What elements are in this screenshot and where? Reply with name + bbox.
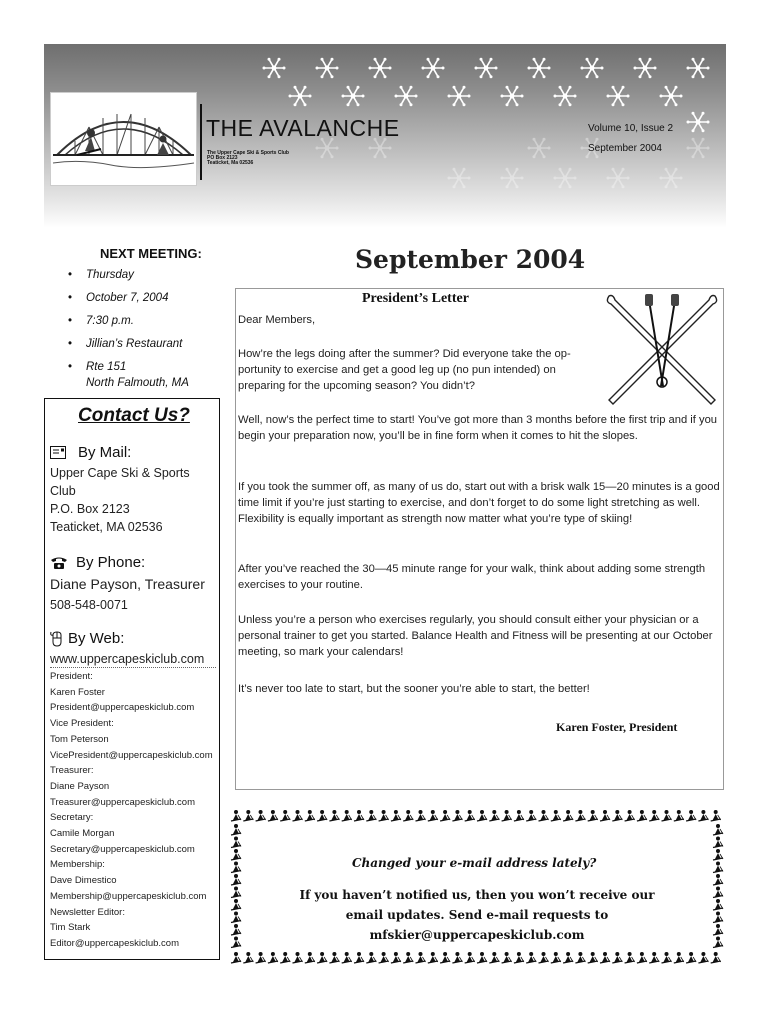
web-heading-row: [50, 630, 124, 647]
letter-paragraph: If you took the summer off, as many of us do, start out with a brisk walk 15—20 minutes is a good time limit if you’re just starting to exercise, and don’t forget to do some light stretching as well. Flexibility is equally important as strength now matter what you’re type of skiing!: [238, 481, 720, 525]
meeting-date: • October 7, 2004: [62, 291, 232, 314]
issue-date: September 2004: [588, 143, 662, 154]
officer-name: Dave Dimestico: [50, 875, 117, 887]
phone-heading-row: [50, 554, 145, 571]
contact-title: [78, 405, 190, 427]
club-logo: [50, 92, 197, 186]
officer-email[interactable]: President@uppercapeskiclub.com: [50, 702, 195, 714]
meeting-day: • Thursday: [62, 268, 232, 291]
officer-name: Diane Payson: [50, 780, 110, 792]
mail-icon: [50, 446, 66, 459]
officer-role: Secretary:: [50, 812, 94, 824]
officer-email[interactable]: Secretary@uppercapeskiclub.com: [50, 843, 195, 855]
letter-paragraph: Well, now’s the perfect time to start! You’ve got more than 3 months before the first trip and if you begin your preparation now, you’ll be in fine form when it comes to hit the slopes.: [238, 414, 718, 442]
meeting-route: • Rte 151: [62, 360, 232, 383]
contact-title-text: Contact Us?: [78, 405, 190, 426]
meeting-town: North Falmouth, MA: [86, 377, 189, 389]
mail-address: [50, 464, 216, 536]
notice-body: [248, 885, 706, 945]
volume-label: Volume 10, Issue 2: [588, 123, 674, 134]
notice-line: If you haven’t notified us, then you won’t receive our: [299, 888, 655, 902]
masthead-divider: [200, 104, 202, 180]
officer-email[interactable]: VicePresident@uppercapeskiclub.com: [50, 749, 213, 761]
next-meeting-heading: NEXT MEETING:: [100, 246, 202, 261]
email-notice-box: [228, 806, 726, 968]
web-heading: By Web:: [68, 630, 125, 647]
mail-heading-row: [50, 444, 131, 461]
letter-signature: Karen Foster, President: [556, 720, 678, 734]
letter-title: President’s Letter: [362, 291, 469, 306]
officer-list: [50, 669, 216, 952]
officer-role: Membership:: [50, 859, 105, 871]
meeting-venue: • Jillian’s Restaurant: [62, 337, 232, 360]
officer-email[interactable]: Treasurer@uppercapeskiclub.com: [50, 796, 195, 808]
officer-role: Newsletter Editor:: [50, 906, 125, 918]
phone-contact-name: Diane Payson, Treasurer: [50, 576, 205, 592]
officer-role: President:: [50, 671, 93, 682]
phone-icon: [50, 556, 68, 570]
skier-bridge-logo: [51, 93, 196, 185]
notice-title: Changed your e-mail address lately?: [352, 856, 597, 870]
mail-line: Club: [50, 484, 76, 498]
officer-name: Tom Peterson: [50, 733, 109, 745]
phone-number: 508-548-0071: [50, 598, 128, 612]
mouse-icon: [50, 631, 64, 647]
issue-headline: September 2004: [355, 245, 586, 274]
officer-name: Karen Foster: [50, 686, 105, 698]
letter-paragraph: How’re the legs doing after the summer? Did everyone take the op-portunity to exercise and get a good leg up (no pun intended) on preparing for the upcoming season? You didn’t?: [238, 348, 571, 392]
officer-role: Treasurer:: [50, 765, 94, 777]
phone-heading: By Phone:: [76, 554, 146, 571]
masthead-address: [207, 151, 289, 166]
mail-line: Teaticket, MA 02536: [50, 520, 163, 534]
meeting-time: • 7:30 p.m.: [62, 314, 232, 337]
letter-greeting: Dear Members,: [238, 314, 316, 326]
newsletter-title: THE AVALANCHE: [206, 115, 400, 141]
officer-email[interactable]: Membership@uppercapeskiclub.com: [50, 890, 207, 902]
mail-line: P.O. Box 2123: [50, 502, 130, 516]
po-box: PO Box 2123: [207, 155, 238, 161]
officer-role: Vice President:: [50, 718, 114, 730]
notice-email[interactable]: mfskier@uppercapeskiclub.com: [369, 928, 585, 942]
notice-line: email updates. Send e-mail requests to: [345, 908, 609, 922]
org-name: The Upper Cape Ski & Sports Club: [207, 150, 289, 156]
mail-heading: By Mail:: [78, 444, 132, 461]
letter-paragraph: It’s never too late to start, but the sooner you’re able to start, the better!: [238, 683, 590, 695]
officer-name: Camile Morgan: [50, 828, 115, 840]
officer-email[interactable]: Editor@uppercapeskiclub.com: [50, 937, 179, 949]
letter-paragraph: After you’ve reached the 30—45 minute range for your walk, think about adding some strength exercises to your routine.: [238, 563, 706, 591]
website-link[interactable]: www.uppercapeskiclub.com: [50, 652, 216, 668]
meeting-details: [62, 268, 232, 383]
mail-line: Upper Cape Ski & Sports: [50, 466, 190, 480]
crossed-skis-icon: [603, 290, 721, 408]
officer-name: Tim Stark: [50, 922, 91, 934]
city-line: Teaticket, Ma 02536: [207, 160, 254, 166]
letter-paragraph: Unless you’re a person who exercises regularly, you should consult either your physician or a personal trainer to get you started. Balance Health and Fitness will be presenting at our October meeting, so mark your calendars!: [238, 614, 713, 658]
